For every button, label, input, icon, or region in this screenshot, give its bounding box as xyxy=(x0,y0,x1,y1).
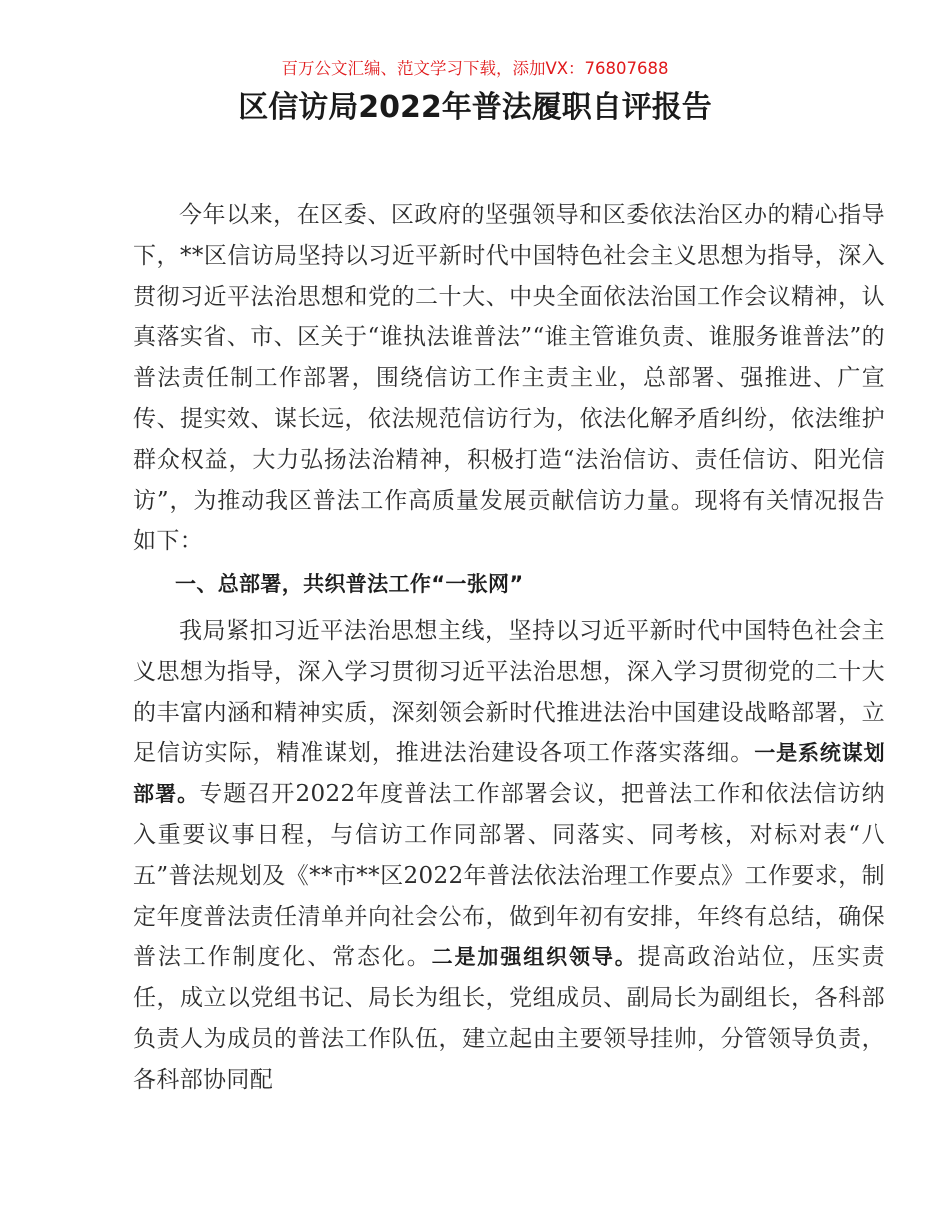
section-1-text-1: 我局紧扣习近平法治思想主线，坚持以习近平新时代中国特色社会主义思想为指导，深入学习贯彻习近平法治思想，深入学习贯彻党的二十大的丰富内涵和精神实质，深刻领会新时代推进法治中国建设战略部署，立足信访实际，精准谋划，推进法治建设各项工作落实落细。 xyxy=(133,617,885,767)
document-title: 区信访局2022年普法履职自评报告 xyxy=(238,90,712,125)
watermark-text: 百万公文汇编、范文学习下载，添加VX：76807688 xyxy=(281,59,669,78)
section-1-text-2: 专题召开2022年度普法工作部署会议，把普法工作和依法信访纳入重要议事日程，与信访工作同部署、同落实、同考核，对标对表“八五”普法规划及《**市**区2022年普法依法治理工作要点》工作要求，制定年度普法责任清单并向社会公布，做到年初有安排，年终有总结，确保普法工作制度化、常态化。 xyxy=(133,781,885,971)
intro-paragraph: 今年以来，在区委、区政府的坚强领导和区委依法治区办的精心指导下，**区信访局坚持以习近平新时代中国特色社会主义思想为指导，深入贯彻习近平法治思想和党的二十大、中央全面依法治国工作会议精神，认真落实省、市、区关于“谁执法谁普法”“谁主管谁负责、谁服务谁普法”的普法责任制工作部署，围绕信访工作主责主业，总部署、强推进、广宣传、提实效、谋长远，依法规范信访行为，依法化解矛盾纠纷，依法维护群众权益，大力弘扬法治精神，积极打造“法治信访、责任信访、阳光信访”，为推动我区普法工作高质量发展贡献信访力量。现将有关情况报告如下： xyxy=(133,202,885,555)
lead-strengthen-leadership: 二是加强组织领导。 xyxy=(431,945,638,970)
lead-system-planning: 一是系统谋划部署。 xyxy=(133,741,885,807)
section-1-text-3: 提高政治站位，压实责任，成立以党组书记、局长为组长，党组成员、副局长为副组长，各科部负责人为成员的普法工作队伍，建立起由主要领导挂帅，分管领导负责，各科部协同配 xyxy=(133,944,885,1093)
section-1-heading: 一、总部署，共织普法工作“一张网” xyxy=(175,572,524,597)
section-1-paragraph xyxy=(133,611,885,1101)
document-body xyxy=(133,195,885,1101)
